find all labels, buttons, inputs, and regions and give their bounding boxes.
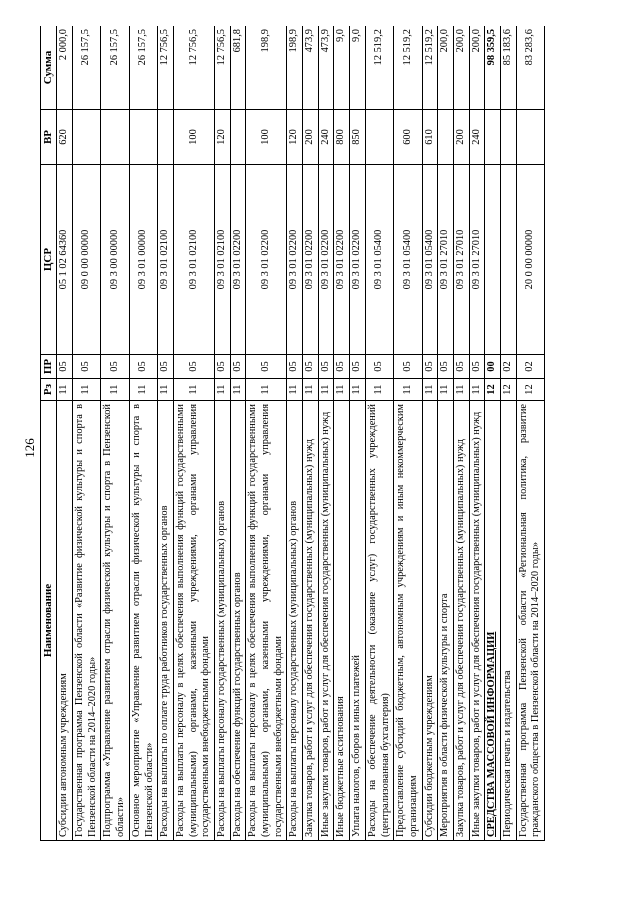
cell-csr: 09 3 01 02200 (246, 165, 287, 355)
table-row (350, 26, 366, 841)
cell-pr: 05 (438, 355, 454, 379)
cell-sum: 198,9 (246, 26, 287, 110)
header-name: Наименование (41, 401, 57, 841)
cell-rz: 11 (303, 379, 319, 401)
cell-vr: 120 (214, 110, 230, 165)
cell-csr: 09 3 00 00000 (101, 165, 129, 355)
cell-sum: 12 756,5 (158, 26, 174, 110)
table-row (501, 26, 517, 841)
budget-table (40, 26, 545, 841)
cell-rz: 11 (453, 379, 469, 401)
cell-csr: 09 3 01 00000 (129, 165, 157, 355)
cell-name: Иные закупки товаров, работ и услуг для обеспечения государственных (муниципальных) нужд (318, 401, 334, 841)
cell-vr: 850 (350, 110, 366, 165)
cell-sum: 198,9 (287, 26, 303, 110)
cell-sum: 200,0 (438, 26, 454, 110)
cell-csr: 09 3 01 02200 (318, 165, 334, 355)
cell-sum: 200,0 (469, 26, 485, 110)
cell-pr: 05 (73, 355, 101, 379)
cell-name: Основное мероприятие «Управление развитием отрасли физической культуры и спорта в Пензенской области» (129, 401, 157, 841)
cell-vr (129, 110, 157, 165)
cell-sum: 12 519,2 (422, 26, 438, 110)
cell-pr: 05 (318, 355, 334, 379)
cell-rz: 11 (73, 379, 101, 401)
cell-sum: 200,0 (453, 26, 469, 110)
cell-name: Расходы на выплаты персоналу в целях обеспечения выполнения функций государственными (муниципальными) органами, казенными учреждениями, органами управления государственными внебюджетными фондами (246, 401, 287, 841)
cell-name: Государственная программа Пензенской области «Региональная политика, развитие гражданского общества в Пензенской области на 2014–2020 годы» (516, 401, 544, 841)
cell-name: Субсидии бюджетным учреждениям (422, 401, 438, 841)
cell-sum: 473,9 (318, 26, 334, 110)
cell-name: Расходы на выплаты персоналу государственных (муниципальных) органов (214, 401, 230, 841)
cell-rz: 11 (246, 379, 287, 401)
cell-sum: 12 519,2 (394, 26, 422, 110)
cell-rz: 11 (334, 379, 350, 401)
cell-sum: 12 519,2 (365, 26, 393, 110)
page-number: 126 (22, 438, 37, 458)
header-pr: ПР (41, 355, 57, 379)
cell-sum: 26 157,5 (101, 26, 129, 110)
table-row (129, 26, 157, 841)
header-rz: Рз (41, 379, 57, 401)
cell-rz: 11 (230, 379, 246, 401)
cell-rz: 12 (485, 379, 501, 401)
cell-vr (501, 110, 517, 165)
cell-csr: 09 3 01 02200 (230, 165, 246, 355)
cell-csr: 09 3 01 02200 (350, 165, 366, 355)
cell-vr (516, 110, 544, 165)
cell-rz: 12 (516, 379, 544, 401)
cell-name: Расходы на выплаты персоналу государственных (муниципальных) органов (287, 401, 303, 841)
cell-rz: 11 (350, 379, 366, 401)
table-row (158, 26, 174, 841)
cell-sum: 12 756,5 (214, 26, 230, 110)
cell-pr: 00 (485, 355, 501, 379)
cell-csr: 09 0 00 00000 (73, 165, 101, 355)
cell-name: Иные бюджетные ассигнования (334, 401, 350, 841)
cell-csr: 09 3 01 27010 (453, 165, 469, 355)
table-row (57, 26, 73, 841)
cell-rz: 11 (287, 379, 303, 401)
cell-rz: 11 (422, 379, 438, 401)
cell-name: Расходы на выплаты по оплате труда работников государственных органов (158, 401, 174, 841)
cell-csr: 09 3 01 05400 (365, 165, 393, 355)
table-row (230, 26, 246, 841)
cell-vr: 200 (303, 110, 319, 165)
table-row (334, 26, 350, 841)
cell-sum: 9,0 (334, 26, 350, 110)
cell-rz: 11 (438, 379, 454, 401)
cell-name: Расходы на выплаты персоналу в целях обеспечения выполнения функций государственными (муниципальными) органами, казенными учреждениями, органами управления государственными внебюджетными фондами (173, 401, 214, 841)
table-row (453, 26, 469, 841)
cell-pr: 05 (303, 355, 319, 379)
cell-csr: 09 3 01 05400 (422, 165, 438, 355)
cell-sum: 681,8 (230, 26, 246, 110)
cell-name: Мероприятия в области физической культуры и спорта (438, 401, 454, 841)
cell-name: Закупка товаров, работ и услуг для обеспечения государственных (муниципальных) нужд (453, 401, 469, 841)
cell-csr: 09 3 01 02100 (158, 165, 174, 355)
cell-pr: 05 (287, 355, 303, 379)
cell-csr: 05 1 02 64360 (57, 165, 73, 355)
cell-vr: 120 (287, 110, 303, 165)
cell-pr: 05 (246, 355, 287, 379)
cell-vr: 200 (453, 110, 469, 165)
rotated-table-container (40, 26, 600, 841)
cell-sum: 26 157,5 (73, 26, 101, 110)
table-row (365, 26, 393, 841)
cell-vr: 620 (57, 110, 73, 165)
cell-vr: 100 (173, 110, 214, 165)
table-body (57, 26, 545, 841)
table-row (516, 26, 544, 841)
cell-vr: 800 (334, 110, 350, 165)
cell-vr: 240 (469, 110, 485, 165)
cell-name: Иные закупки товаров, работ и услуг для обеспечения государственных (муниципальных) нужд (469, 401, 485, 841)
table-row (173, 26, 214, 841)
table-row (394, 26, 422, 841)
cell-name: Подпрограмма «Управление развитием отрасли физической культуры и спорта в Пензенской области» (101, 401, 129, 841)
cell-pr: 05 (101, 355, 129, 379)
cell-name: Периодическая печать и издательства (501, 401, 517, 841)
cell-name: Расходы на обеспечение функций государственных органов (230, 401, 246, 841)
cell-pr: 05 (173, 355, 214, 379)
cell-vr: 240 (318, 110, 334, 165)
cell-vr (438, 110, 454, 165)
cell-name: Предоставление субсидий бюджетным, автономным учреждениям и иным некоммерческим организациям (394, 401, 422, 841)
cell-name: Закупка товаров, работ и услуг для обеспечения государственных (муниципальных) нужд (303, 401, 319, 841)
cell-csr: 09 3 01 02200 (287, 165, 303, 355)
cell-name: Уплата налогов, сборов и иных платежей (350, 401, 366, 841)
cell-sum: 26 157,5 (129, 26, 157, 110)
cell-name: Расходы на обеспечение деятельности (оказание услуг) государственных учреждений (централизованная бухгалтерия) (365, 401, 393, 841)
cell-rz: 11 (365, 379, 393, 401)
cell-csr: 09 3 01 02100 (214, 165, 230, 355)
cell-pr: 05 (350, 355, 366, 379)
cell-rz: 11 (173, 379, 214, 401)
cell-rz: 11 (101, 379, 129, 401)
cell-pr: 05 (230, 355, 246, 379)
header-vr: ВР (41, 110, 57, 165)
header-csr: ЦСР (41, 165, 57, 355)
cell-rz: 11 (214, 379, 230, 401)
cell-pr: 05 (422, 355, 438, 379)
cell-sum: 473,9 (303, 26, 319, 110)
cell-csr (485, 165, 501, 355)
cell-pr: 02 (516, 355, 544, 379)
cell-rz: 11 (394, 379, 422, 401)
cell-vr: 610 (422, 110, 438, 165)
cell-pr: 05 (57, 355, 73, 379)
cell-sum: 9,0 (350, 26, 366, 110)
cell-sum: 85 183,6 (501, 26, 517, 110)
table-row (469, 26, 485, 841)
cell-pr: 05 (158, 355, 174, 379)
cell-vr: 600 (394, 110, 422, 165)
cell-vr: 100 (246, 110, 287, 165)
cell-sum: 12 756,5 (173, 26, 214, 110)
table-header-row (41, 26, 57, 841)
cell-vr (365, 110, 393, 165)
table-row (318, 26, 334, 841)
cell-csr: 09 3 01 27010 (438, 165, 454, 355)
cell-pr: 05 (334, 355, 350, 379)
cell-vr (485, 110, 501, 165)
cell-pr: 05 (469, 355, 485, 379)
cell-sum: 2 000,0 (57, 26, 73, 110)
cell-sum: 83 283,6 (516, 26, 544, 110)
table-row (73, 26, 101, 841)
cell-rz: 11 (57, 379, 73, 401)
cell-name: Субсидии автономным учреждениям (57, 401, 73, 841)
table-row (214, 26, 230, 841)
cell-csr: 09 3 01 05400 (394, 165, 422, 355)
cell-sum: 98 359,5 (485, 26, 501, 110)
rotated-page-content (40, 26, 600, 841)
cell-csr: 09 3 01 02200 (334, 165, 350, 355)
table-row (287, 26, 303, 841)
cell-rz: 11 (469, 379, 485, 401)
cell-name: Государственная программа Пензенской области «Развитие физической культуры и спорта в Пензенской области на 2014–2020 годы» (73, 401, 101, 841)
table-row (422, 26, 438, 841)
table-row (485, 26, 501, 841)
table-row (303, 26, 319, 841)
cell-csr: 20 0 00 00000 (516, 165, 544, 355)
cell-rz: 11 (129, 379, 157, 401)
cell-pr: 05 (394, 355, 422, 379)
cell-pr: 05 (365, 355, 393, 379)
cell-pr: 05 (453, 355, 469, 379)
cell-name: СРЕДСТВА МАССОВОЙ ИНФОРМАЦИИ (485, 401, 501, 841)
table-row (246, 26, 287, 841)
cell-csr: 09 3 01 27010 (469, 165, 485, 355)
cell-pr: 05 (214, 355, 230, 379)
table-row (438, 26, 454, 841)
cell-rz: 11 (158, 379, 174, 401)
cell-pr: 05 (129, 355, 157, 379)
cell-vr (230, 110, 246, 165)
cell-csr: 09 3 01 02100 (173, 165, 214, 355)
cell-rz: 12 (501, 379, 517, 401)
cell-csr (501, 165, 517, 355)
cell-rz: 11 (318, 379, 334, 401)
cell-vr (158, 110, 174, 165)
header-sum: Сумма (41, 26, 57, 110)
cell-vr (101, 110, 129, 165)
cell-csr: 09 3 01 02200 (303, 165, 319, 355)
cell-pr: 02 (501, 355, 517, 379)
table-row (101, 26, 129, 841)
cell-vr (73, 110, 101, 165)
